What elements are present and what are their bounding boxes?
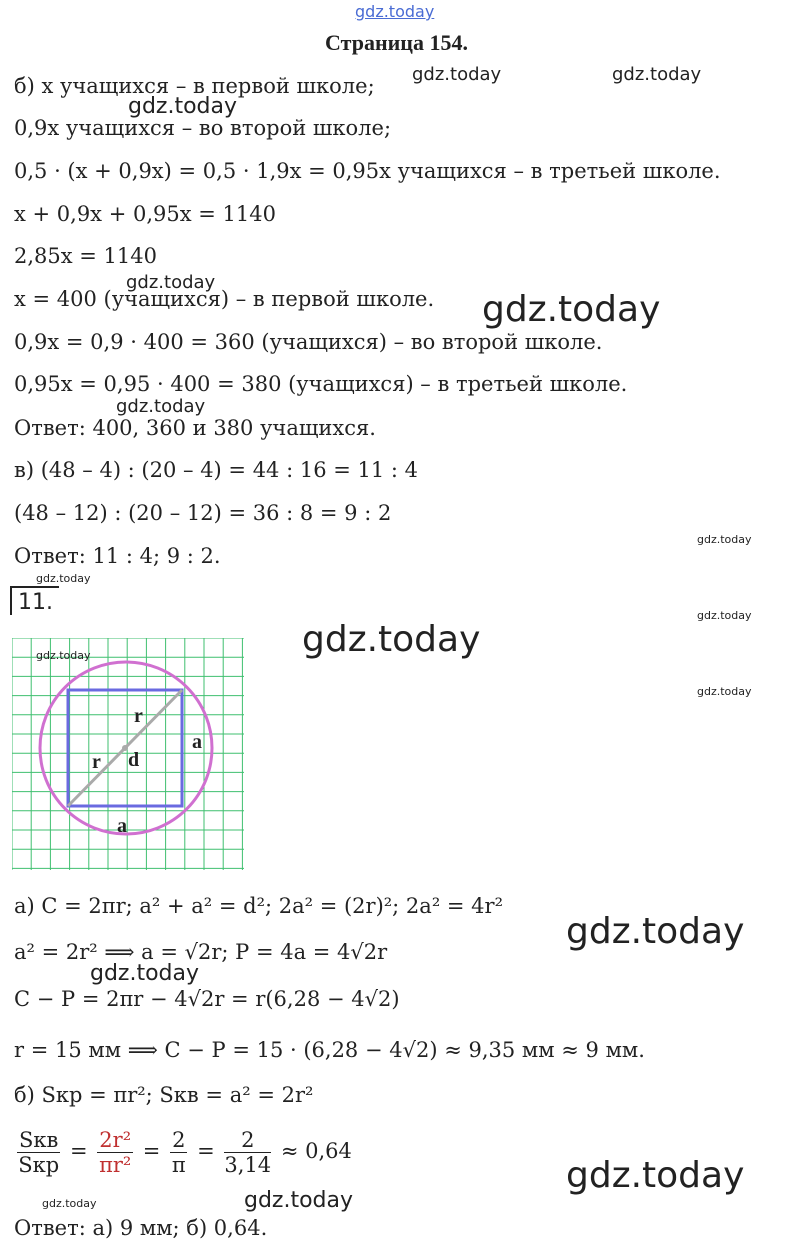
task11-answer: Ответ: а) 9 мм; б) 0,64. — [14, 1216, 268, 1240]
part-b-line-5: 2,85x = 1140 — [14, 244, 157, 268]
part-a-line-1: а) C = 2πr; a² + a² = d²; 2a² = (2r)²; 2a² = 4r² — [14, 894, 503, 918]
part-v-line-1: в) (48 – 4) : (20 – 4) = 44 : 16 = 11 : 4 — [14, 458, 419, 482]
watermark: gdz.today — [612, 64, 702, 85]
watermark: gdz.today — [42, 1197, 97, 1210]
label-a-side: a — [192, 731, 202, 753]
label-a-bottom: a — [117, 815, 127, 837]
fraction-2-314 — [224, 1128, 271, 1177]
part-b-line-2: 0,9x учащихся – во второй школе; — [14, 116, 392, 140]
watermark: gdz.today — [412, 64, 502, 85]
part-b-line-3: 0,5 · (x + 0,9x) = 0,5 · 1,9x = 0,95x учащихся – в третьей школе. — [14, 159, 721, 183]
part-b-line-6: x = 400 (учащихся) – в первой школе. — [14, 287, 435, 311]
part-a-line-2: a² = 2r² ⟹ a = √2r; P = 4a = 4√2r — [14, 940, 388, 964]
frac4-num: 2 — [224, 1128, 271, 1153]
label-r-top: r — [134, 705, 143, 727]
watermark: gdz.today — [128, 94, 238, 119]
fraction-2r2 — [97, 1128, 133, 1177]
label-d: d — [128, 749, 140, 771]
watermark: gdz.today — [36, 649, 91, 662]
fraction-equation: $\frac{\text{Sкв}}{\text{Sкр}}$ = $\frac{\text{2r²}}{\text{πr²}}$ = $\frac{2}{\pi}$ = $\frac{2}{3,14}$ ≈ 0,64 — [18, 1128, 352, 1178]
part-b-answer: Ответ: 400, 360 и 380 учащихся. — [14, 416, 376, 440]
watermark: gdz.today — [302, 619, 481, 660]
frac-s-den: Sкр — [18, 1153, 60, 1178]
site-link-top[interactable]: gdz.today — [355, 2, 435, 21]
frac2-den: πr² — [99, 1153, 132, 1178]
part-v-line-2: (48 – 12) : (20 – 12) = 36 : 8 = 9 : 2 — [14, 501, 392, 525]
frac3-num: 2 — [172, 1128, 186, 1152]
watermark: gdz.today — [697, 533, 752, 546]
circle-square-figure — [12, 638, 244, 870]
watermark: gdz.today — [482, 289, 661, 330]
page-title: Страница 154. — [325, 30, 468, 55]
watermark: gdz.today — [566, 911, 745, 952]
part-b-line-7: 0,9x = 0,9 · 400 = 360 (учащихся) – во второй школе. — [14, 330, 603, 354]
part-a-line-3: C − P = 2πr − 4√2r = r(6,28 − 4√2) — [14, 987, 400, 1011]
watermark: gdz.today — [697, 685, 752, 698]
watermark: gdz.today — [116, 396, 206, 417]
frac3-den: π — [171, 1153, 186, 1178]
part-b2-line-1: б) Sкр = πr²; Sкв = a² = 2r² — [14, 1083, 314, 1107]
watermark: gdz.today — [126, 272, 216, 293]
watermark: gdz.today — [566, 1155, 745, 1196]
task-number: 11. — [10, 586, 59, 615]
watermark: gdz.today — [697, 609, 752, 622]
part-b-line-4: x + 0,9x + 0,95x = 1140 — [14, 202, 276, 226]
part-a-line-4: r = 15 мм ⟹ C − P = 15 · (6,28 − 4√2) ≈ 9,35 мм ≈ 9 мм. — [14, 1038, 645, 1062]
frac4-den: 3,14 — [224, 1153, 272, 1178]
part-b-line-8: 0,95x = 0,95 · 400 = 380 (учащихся) – в третьей школе. — [14, 372, 628, 396]
part-b-line-1: б) x учащихся – в первой школе; — [14, 74, 375, 98]
frac-s-num: Sкв — [19, 1128, 59, 1152]
fraction-s-ratio — [17, 1128, 60, 1177]
fraction-2-pi — [170, 1128, 187, 1177]
part-v-answer: Ответ: 11 : 4; 9 : 2. — [14, 544, 221, 568]
watermark: gdz.today — [36, 572, 91, 585]
watermark: gdz.today — [244, 1188, 354, 1213]
approx-value: ≈ 0,64 — [280, 1139, 352, 1164]
frac2-num: 2r² — [99, 1128, 132, 1152]
watermark: gdz.today — [90, 961, 200, 986]
label-r-left: r — [92, 751, 101, 773]
